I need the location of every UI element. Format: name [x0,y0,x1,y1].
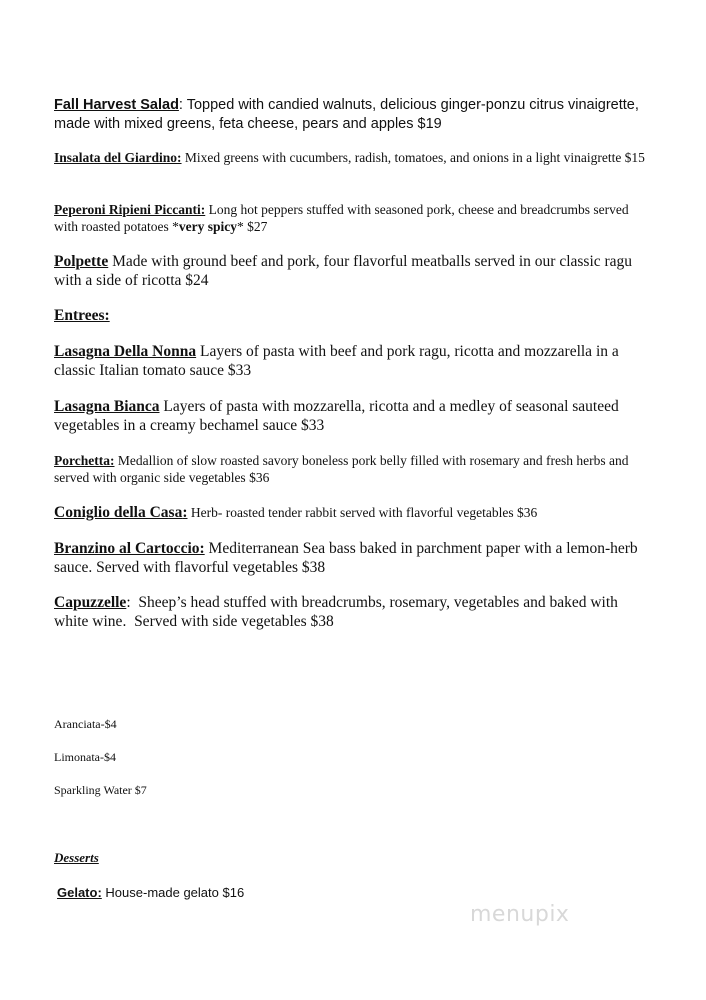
menu-item-porchetta [54,452,654,486]
menu-item-capuzzelle [54,593,654,631]
item-separator: : [178,97,183,113]
item-description: Herb- roasted tender rabbit served with flavorful vegetables $36 [187,505,538,520]
item-name: Gelato: [57,885,102,900]
item-description: Mediterranean Sea bass baked in parchment paper with a lemon-herb sauce. Served with flavorful vegetables $38 [54,540,638,576]
menu-item-insalata-del-giardino [54,149,654,166]
item-name: Lasagna Della Nonna [54,343,197,360]
entrees-heading [54,306,654,325]
beverage-aranciata: Aranciata-$4 [54,717,117,731]
item-description: Mixed greens with cucumbers, radish, tomatoes, and onions in a light vinaigrette $15 [181,150,645,165]
item-name: Porchetta: [54,453,115,468]
menu-item-coniglio-della-casa [54,503,654,522]
section-heading: Entrees: [54,307,110,324]
item-price: * $27 [236,219,268,234]
item-name: Lasagna Bianca [54,398,160,415]
menu-item-gelato [57,885,244,900]
menu-item-fall-harvest-salad [54,96,654,134]
item-name: Peperoni Ripieni Piccanti: [54,202,206,217]
item-name: Coniglio della Casa [54,504,183,521]
item-separator: : [182,504,188,521]
item-description: Medallion of slow roasted savory boneless pork belly filled with rosemary and fresh herbs and served with organic side vegetables $36 [54,453,629,485]
item-name: Branzino al Cartoccio: [54,540,205,557]
menu-item-lasagna-bianca [54,397,654,435]
item-description: Layers of pasta with mozzarella, ricotta and a medley of seasonal sauteed vegetables in a creamy bechamel sauce $33 [54,398,619,434]
menu-item-peperoni-ripieni-piccanti [54,201,654,235]
item-description: Made with ground beef and pork, four flavorful meatballs served in our classic ragu with a side of ricotta $24 [54,253,633,289]
desserts-heading: Desserts [54,850,99,865]
menu-item-branzino-al-cartoccio [54,539,654,577]
menu-item-polpette [54,252,654,290]
item-description: Long hot peppers stuffed with seasoned pork, cheese and breadcrumbs served with roasted potatoes * [54,202,629,234]
item-description: Sheep’s head stuffed with breadcrumbs, rosemary, vegetables and baked with white wine. Served with side vegetables $38 [54,594,622,630]
menupix-watermark: menupix [470,902,570,927]
item-description: House-made gelato $16 [101,885,245,900]
menu-item-lasagna-della-nonna [54,342,654,380]
item-description: Layers of pasta with beef and pork ragu, ricotta and mozzarella in a classic Italian tomato sauce $33 [54,343,619,379]
item-separator: : [126,594,131,611]
item-name: Capuzzelle [54,594,127,611]
item-name: Insalata del Giardino: [54,150,182,165]
item-description: Topped with candied walnuts, delicious ginger-ponzu citrus vinaigrette, made with mixed greens, feta cheese, pears and apples $19 [54,97,639,132]
item-name: Fall Harvest Salad [54,97,179,113]
beverage-limonata: Limonata-$4 [54,750,116,764]
beverage-sparkling-water: Sparkling Water $7 [54,783,147,797]
item-name: Polpette [54,253,109,270]
spicy-note: very spicy [178,219,237,234]
